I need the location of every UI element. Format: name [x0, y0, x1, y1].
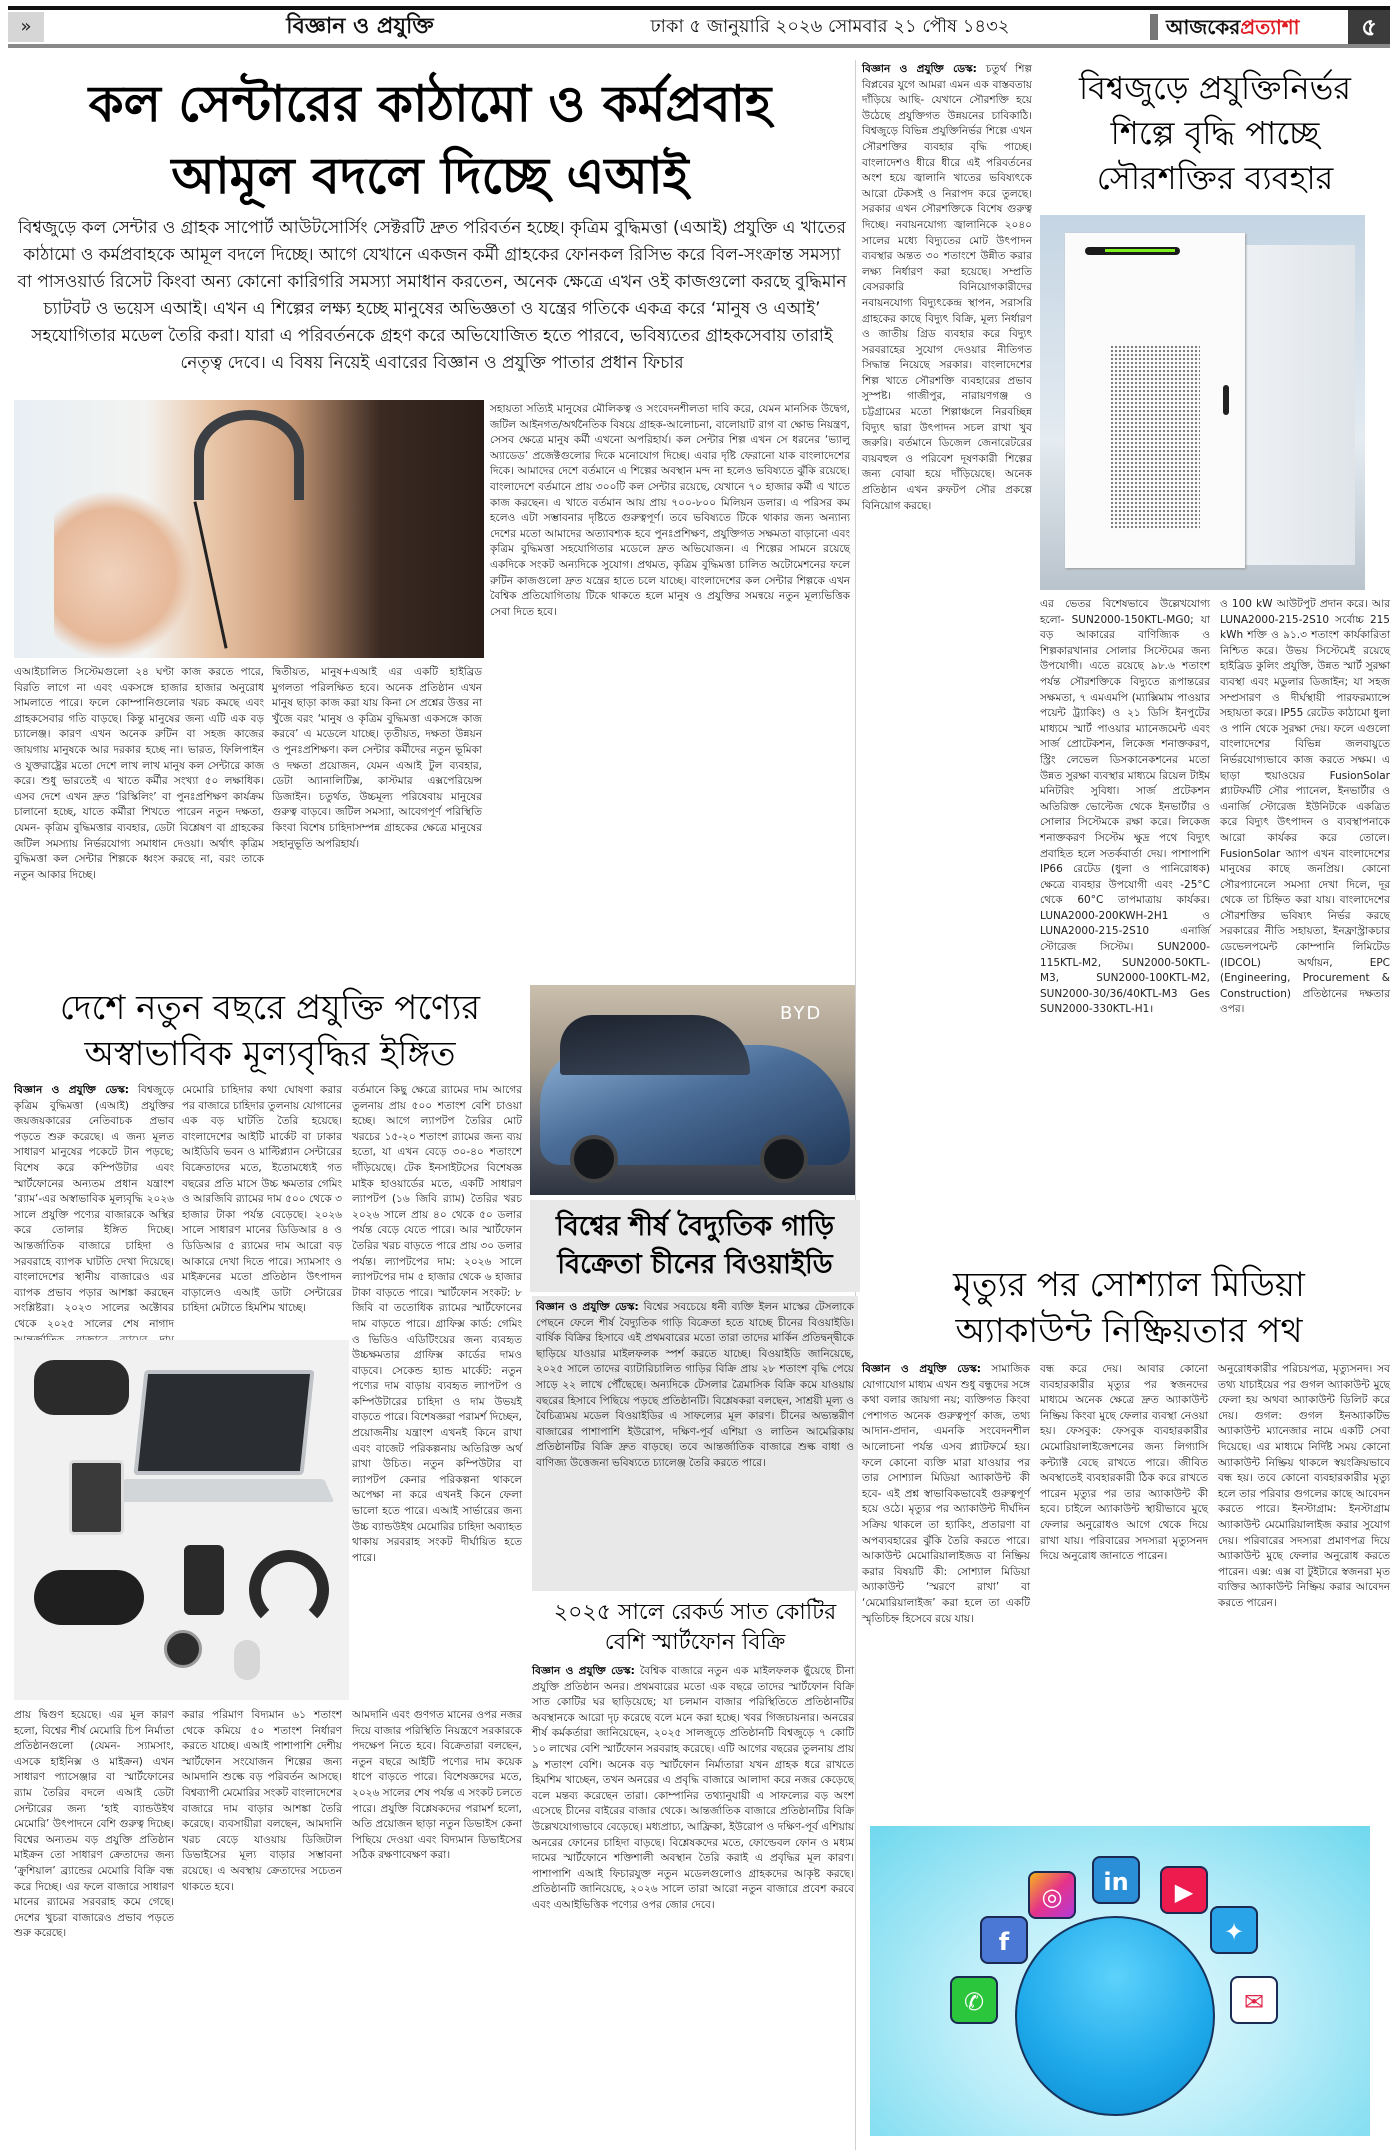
headset-icon	[194, 410, 304, 500]
phone-headline-line1: ২০২৫ সালে রেকর্ড সাত কোটির	[553, 1600, 837, 1625]
social-article-col1	[862, 1362, 1030, 1817]
linkedin-icon: in	[1092, 1856, 1140, 1904]
social-article-col2: বন্ধ করে দেয়। আবার কোনো ব্যবহারকারীর মৃত্যুর পর স্বজনদের মাধ্যমে অনেক ক্ষেত্রে দ্রুত অ্যাকাউন্ট নিষ্ক্রিয় কিংবা মুছে ফেলার ব্যবস্থা নেওয়া হয়। ফেসবুক: ফেসবুক ব্যবহারকারীর মেমোরিয়ালাইজেশনের জন্য লিগ্যাসি কন্ট্যাক্ট বেছে রাখতে পারে। জীবিত অবস্থাতেই ব্যবহারকারী ঠিক করে রাখতে পারেন মৃত্যুর পর তার অ্যাকাউন্ট কী হবে। চাইলে অ্যাকাউন্ট স্থায়ীভাবে মুছে ফেলার অনুরোধও আগে থেকে দিয়ে রাখা যায়। পরিবারের সদস্যরা মৃত্যুসনদ দিয়ে অনুরোধ জানাতে পারেন।	[1040, 1363, 1208, 1563]
social-article-col3: অনুরোধকারীর পরিচয়পত্র, মৃত্যুসনদ। সব তথ্য যাচাইয়ের পর গুগল অ্যাকাউন্ট মুছে ফেলা হয় অথবা অ্যাকাউন্ট ডিলিট করে দেয়। গুগল: গুগল ইনঅ্যাকটিভ অ্যাকাউন্ট ম্যানেজার নামে একটি সেবা দিয়েছে। এর মাধ্যমে নির্দিষ্ট সময় কোনো অ্যাকাউন্ট নিষ্ক্রিয় থাকলে স্বয়ংক্রিয়ভাবে বন্ধ হয়। তবে কোনো ব্যবহারকারীর মৃত্যু হলে তার পরিবার গুগলের কাছে আবেদন করতে পারে। ইনস্টাগ্রাম: ইনস্টাগ্রাম অ্যাকাউন্ট মেমোরিয়ালাইজ করার সুযোগ দেয়। পরিবারের সদস্যরা প্রমাণপত্র দিয়ে অ্যাকাউন্ট মুছে ফেলার অনুরোধ করতে পারেন। এক্স: এক্স বা টুইটারে স্বজনরা মৃত ব্যক্তির অ্যাকাউন্ট নিষ্ক্রিয় করার আবেদন করতে পারেন।	[1218, 1363, 1390, 1609]
ram-article-col6: করার পরিমাণ বিদ্যমান ৬১ শতাংশ থেকে কমিয়ে ৫০ শতাংশ নির্ধারণ করতে যাচ্ছে। এআই পাশাপাশি দেশীয় স্মার্টফোন সংযোজন শিল্পের জন্য আমদানি শুল্কে বড় পরিবর্তন আসছে। বিশ্বব্যাপী মেমোরির সংকট বাংলাদেশের বাজারে দাম বাড়ার আশঙ্কা তৈরি করেছে। ব্যবসায়ীরা বলছেন, আমদানি খরচ বেড়ে যাওয়ায় ডিজিটাল ডিভাইসের মূল্য বাড়ার সম্ভাবনা রয়েছে। এ অবস্থায় ক্রেতাদের সচেতন থাকতে হবে।	[182, 1709, 342, 1893]
social-headline	[860, 1262, 1398, 1354]
issue-date: ঢাকা ৫ জানুয়ারি ২০২৬ সোমবার ২১ পৌষ ১৪৩২	[650, 16, 1010, 37]
column-divider	[855, 60, 856, 2150]
door-handle	[1223, 385, 1229, 415]
phone-headline-line2: বেশি স্মার্টফোন বিক্রি	[604, 1630, 786, 1655]
call-center-photo	[14, 400, 484, 658]
laptop-keyboard	[114, 1479, 335, 1502]
hand-shape	[54, 490, 194, 660]
ram-col3-text: বর্তমানে কিছু ক্ষেত্রে র‍্যামের দাম আগের তুলনায় প্রায় ৫০০ শতাংশ বেশি চাওয়া হচ্ছে। আগে ল্যাপটপ তৈরির মোট খরচের ১৫-২০ শতাংশ র‍্যামের জন্য ব্যয় হতো, যা এখন বেড়ে ৩০-৪০ শতাংশে দাঁড়িয়েছে। টেক ইনসাইটসের বিশেষজ্ঞ মাইক হাওয়ার্ডের মতে, একটি সাধারণ ল্যাপটপ (১৬ জিবি র‍্যাম) তৈরির খরচ ২০২৬ সালে প্রায় ৪০ থেকে ৫০ ডলার পর্যন্ত বেড়ে যেতে পারে। আর স্মার্টফোন তৈরির খরচ বাড়তে পারে প্রায় ৩০ ডলার পর্যন্ত। ল্যাপটপের দাম: ২০২৬ সালে ল্যাপটপের দাম ৫ হাজার থেকে ৬ হাজার টাকা বাড়তে পারে। স্মার্টফোন সংকট: ৮ জিবি বা ততোধিক র‍্যামের স্মার্টফোনের দাম বাড়তে পারে।	[352, 1084, 522, 1330]
ev-headline	[530, 1200, 860, 1292]
ram-article-col2: মেমোরি চাহিদার কথা ঘোষণা করার পর বাজারে চাহিদার তুলনায় যোগানের এক বড় ঘাটতি তৈরি হয়েছে। বাংলাদেশের আইটি মার্কেট বা ঢাকার আইডিবি ভবন ও মাল্টিপ্ল্যান সেন্টারের বিক্রেতাদের মতে, ইতোমধ্যেই গত বছরের প্রতি মাসে উচ্চ ক্ষমতার গেমিং ও আরজিবি র‍্যামের দাম ৫০০ থেকে ৩ হাজার টাকা পর্যন্ত বেড়েছে। ২০২৬ সালে সাধারণ মানের ডিডিআর ৪ ও ডিডিআর ৫ র‍্যামের দাম আরো বড় আকারে দেখা দিতে পারে। স্যামসাং ও মাইক্রনের মতো প্রতিষ্ঠান উৎপাদন বাড়ালেও এআই ডাটা সেন্টারের চাহিদা মেটাতে হিমশিম খাচ্ছে।	[182, 1084, 342, 1315]
solar-col1-text: চতুর্থ শিল্প বিপ্লবের যুগে আমরা এমন এক বাস্তবতায় দাঁড়িয়ে আছি- যেখানে সৌরশক্তি হয়ে উঠেছে প্রযুক্তিগত উন্নয়নের চাবিকাঠি। বিশ্বজুড়ে বিভিন্ন প্রযুক্তিনির্ভর শিল্পে এখন সৌরশক্তির ব্যবহার বৃদ্ধি পাচ্ছে। বাংলাদেশও ধীরে ধীরে এই পরিবর্তনের অংশ হয়ে জ্বালানি খাতের ভবিষ্যৎকে আরো টেকসই ও নিরাপদ করে তুলছে। সরকার এখন সৌরশক্তিকে বিশেষ গুরুত্ব দিচ্ছে। নবায়নযোগ্য জ্বালানিকে ২০৪০ সালের মধ্যে বিদ্যুতের মোট উৎপাদন ব্যবস্থার অন্তত ৩০ শতাংশে উন্নীত করার লক্ষ্য নির্ধারণ করা হয়েছে। সম্প্রতি বেসরকারি বিনিয়োগকারীদের নবায়নযোগ্য বিদ্যুৎকেন্দ্র স্থাপন, সরাসরি গ্রাহকের কাছে বিদ্যুৎ বিক্রি, মূল্য নির্ধারণ ও জাতীয় গ্রিড ব্যবহার করে বিদ্যুৎ সরবরাহের সুযোগ দেওয়ার নীতিগত সিদ্ধান্ত নিয়েছে সরকার। বাংলাদেশের শিল্প খাতে সৌরশক্তি ব্যবহারের প্রভাব সুস্পষ্ট। গাজীপুর, নারায়ণগঞ্জ ও চট্টগ্রামের মতো শিল্পাঞ্চলে নিরবচ্ছিন্ন বিদ্যুৎ দ্বারা উৎপাদন সচল রাখা খুব জরুরি। বর্তমানে ডিজেল জেনারেটরের ব্যয়বহুল ও পরিবেশ দূষণকারী শিল্পের জন্য বোঝা হয়ে দাঁড়িয়েছে। অনেক প্রতিষ্ঠান এখন রুফটপ সৌর প্রকল্পে বিনিয়োগ করছে।	[862, 63, 1033, 512]
main-lead: বিশ্বজুড়ে কল সেন্টার ও গ্রাহক সাপোর্ট আউটসোর্সিং সেক্টরটি দ্রুত পরিবর্তন হচ্ছে। কৃত্রিম বুদ্ধিমত্তা (এআই) প্রযুক্তি এ খাতের কাঠামো ও কর্মপ্রবাহকে আমূল বদলে দিচ্ছে। আগে যেখানে একজন কর্মী গ্রাহকের ফোনকল রিসিভ করে বিল-সংক্রান্ত সমস্যা বা পাসওয়ার্ড রিসেট কিংবা অন্য কোনো কারিগরি সমস্যা সমাধান করতেন, অনেক ক্ষেত্রে এখন ওই কাজগুলো করছে বুদ্ধিমান চ্যাটবট ও ভয়েস এআই। এখন এ শিল্পের লক্ষ্য হচ্ছে মানুষের অভিজ্ঞতা ও যন্ত্রের গতিকে একত্র করে ‘মানুষ ও এআই’ সহযোগিতার মডেল তৈরি করা। যারা এ পরিবর্তনকে গ্রহণ করে অভিযোজিত হতে পারবে, ভবিষ্যতের গ্রাহকসেবায় তারাই নেতৃত্ব দেবে। এ বিষয় নিয়েই এবারের বিজ্ঞান ও প্রযুক্তি পাতার প্রধান ফিচার	[17, 218, 847, 373]
ev-headline-line2: বিক্রেতা চীনের বিওয়াইডি	[557, 1249, 833, 1280]
ram-article-col3	[352, 1083, 522, 1703]
headphones-icon	[249, 1550, 329, 1630]
social-byline: বিজ্ঞান ও প্রযুক্তি ডেস্ক:	[862, 1363, 981, 1375]
ram-headline-line1: দেশে নতুন বছরে প্রযুক্তি পণ্যের	[59, 988, 481, 1028]
page-arrow-icon: »	[8, 12, 44, 42]
newspaper-logo	[1166, 12, 1326, 42]
phone-headline	[530, 1598, 860, 1658]
social-media-illustration	[870, 1826, 1370, 2136]
header-separator	[1150, 14, 1158, 40]
devices-photo	[14, 1340, 349, 1700]
ram-col4-text: গ্রাফিক্স কার্ড: গেমিং ও ভিডিও এডিটিংয়ের জন্য ব্যবহৃত উচ্চক্ষমতার গ্রাফিক্স কার্ডের দামও বাড়বে। সেকেন্ড হ্যান্ড মার্কেট: নতুন পণ্যের দাম বাড়ায় ব্যবহৃত ল্যাপটপ ও কম্পিউটারের চাহিদা ও দাম উভয়ই বাড়তে পারে। বিশেষজ্ঞরা পরামর্শ দিচ্ছেন, প্রয়োজনীয় যন্ত্রাংশ এখনই কিনে রাখা এবং বাজেট পরিকল্পনায় অতিরিক্ত অর্থ রাখা উচিত। নতুন কম্পিউটার বা ল্যাপটপ কেনার পরিকল্পনা থাকলে অপেক্ষা না করে এখনই কিনে ফেলা ভালো হতে পারে। এআই সার্ভারের জন্য উচ্চ ব্যান্ডউইথ মেমোরির চাহিদা অব্যাহত থাকায় সরবরাহ সংকট দীর্ঘায়িত হতে পারে।	[352, 1317, 522, 1564]
car-wheel-front	[570, 1135, 618, 1183]
byd-car-photo	[530, 985, 855, 1195]
social-headline-line1: মৃত্যুর পর সোশ্যাল মিডিয়া	[953, 1265, 1305, 1305]
social-col1-text: সামাজিক যোগাযোগ মাধ্যম এখন শুধু বন্ধুদের সঙ্গে কথা বলার জায়গা নয়; ব্যক্তিগত কিংবা পেশাগত অনেক গুরুত্বপূর্ণ কাজ, তথ্য আদান-প্রদান, এমনকি সংবেদনশীল আলোচনা পর্যন্ত এসব প্ল্যাটফর্মে হয়। ফলে কোনো ব্যক্তি মারা যাওয়ার পর তার সোশ্যাল মিডিয়া অ্যাকাউন্ট কী হবে- এই প্রশ্ন স্বাভাবিকভাবেই গুরুত্বপূর্ণ হয়ে ওঠে। মৃত্যুর পর অ্যাকাউন্ট দীর্ঘদিন সক্রিয় থাকলে তা হ্যাকিং, প্রতারণা বা অপব্যবহারের ঝুঁকি তৈরি করতে পারে। আকাউন্ট মেমোরিয়ালাইজড বা নিষ্ক্রিয় করার বিষয়টি কী: সোশ্যাল মিডিয়া অ্যাকাউন্ট ‘স্মরণে রাখা’ বা ‘মেমোরিয়ালাইজ’ করা হলে তা একটি স্মৃতিচিহ্ন হিসেবে রয়ে যায়।	[862, 1363, 1030, 1625]
tablet-icon	[69, 1460, 124, 1535]
solar-article-col2: এর ভেতর বিশেষভাবে উল্লেখযোগ্য হলো- SUN2000-150KTL-MG0; যা বড় আকারের বাণিজ্যিক ও শিল্পকারখানার সোলার সিস্টেমের জন্য উপযোগী। এতে রয়েছে ৯৮.৬ শতাংশ পর্যন্ত সৌরশক্তিকে বিদ্যুতে রূপান্তরের সক্ষমতা, ৭ এমএমপি (ম্যাক্সিমাম পাওয়ার পয়েন্ট ট্র্যাকিং) ও ২১ ডিসি ইনপুটের মাধ্যমে স্মার্ট পাওয়ার ম্যানেজমেন্ট এবং সার্জ প্রোটেকশন, লিকেজ শনাক্তকরণ, স্ট্রিং লেভেল ডিসকানেকশনের মতো উন্নত সুরক্ষা ব্যবস্থার মাধ্যমে রিয়েল টাইম মনিটরিং সুবিধা। সার্জ প্রটেকশন অতিরিক্ত ভোল্টেজ থেকে ইনভার্টার ও সোলার সিস্টেমকে রক্ষা করে। লিকেজ শনাক্তকরণ সিস্টেম ক্ষুদ্র পথে বিদ্যুৎ প্রবাহিত হলে সতর্কবার্তা দেয়। পাশাপাশি IP66 রেটেড (ধুলা ও পানিরোধক) ক্ষেত্রে ব্যবহার উপযোগী এবং -25°C থেকে 60°C তাপমাত্রায় কার্যকর। LUNA2000-200KWH-2H1 ও LUNA2000-215-2S10 এনার্জি স্টোরেজ সিস্টেম। SUN2000-115KTL-M2, SUN2000-50KTL-M3, SUN2000-100KTL-M2, SUN2000-30/36/40KTL-M3 Ges SUN2000-330KTL-H1।	[1040, 598, 1210, 1016]
section-title: বিজ্ঞান ও প্রযুক্তি	[286, 14, 434, 39]
ev-article-body	[532, 1296, 858, 1591]
solar-inverter-photo	[1040, 215, 1365, 590]
status-led-bar	[1085, 247, 1180, 255]
main-article-col2: দ্বিতীয়ত, মানুষ+এআই এর একটি হাইব্রিড মুগলতা পরিলক্ষিত হবে। অনেক প্রতিষ্ঠান এখন মানুষ ছাড়া কাজ করা যায় কিনা সে প্রশ্নের উত্তর না খুঁজে বরং ‘মানুষ ও কৃত্রিম বুদ্ধিমত্তা একসঙ্গে কাজ করবে’ এ মডেলে যাচ্ছে। তৃতীয়ত, দক্ষতা উন্নয়ন ও পুনঃপ্রশিক্ষণ। কল সেন্টার কর্মীদের নতুন ভূমিকা ও দক্ষতা প্রয়োজন, যেমন এআই টুল ব্যবহার, ডেটা অ্যানালিটিক্স, কাস্টমার এক্সপেরিয়েন্স ডিজাইন। চতুর্থত, উচ্চমূল্য পরিষেবায় মানুষের গুরুত্ব বাড়বে। জটিল সমস্যা, আবেগপূর্ণ পরিস্থিতি কিংবা বিশেষ চাহিদাসম্পন্ন গ্রাহকের ক্ষেত্রে মানুষের সহানুভূতি অপরিহার্য।	[272, 666, 482, 850]
main-headline	[10, 68, 850, 212]
phone-body-text: বৈশ্বিক বাজারে নতুন এক মাইলফলক ছুঁয়েছে চীনা প্রযুক্তি প্রতিষ্ঠান অনর। প্রথমবারের মতো এক বছরে তাদের স্মার্টফোন বিক্রি সাত কোটির ঘর ছাড়িয়েছে; যা চলমান বাজার পরিস্থিতিতে প্রতিষ্ঠানটির অবস্থানকে আরো দৃঢ় করেছে বলে মনে করা হচ্ছে। খবর গিজচায়নার। অনরের শীর্ষ কর্মকর্তারা জানিয়েছেন, ২০২৫ সালজুড়ে প্রতিষ্ঠানটি বিশ্বজুড়ে ৭ কোটি ১০ লাখের বেশি স্মার্টফোন সরবরাহ করেছে। এটি আগের বছরের তুলনায় প্রায় ৯ শতাংশ বেশি। অনেক বড় স্মার্টফোন নির্মাতারা যখন গ্রাহক ধরে রাখতে হিমশিম খাচ্ছেন, তখন অনরের এ প্রবৃদ্ধি বাজারে আলাদা করে নজর কেড়েছে বলে মন্তব্য করেছেন তারা। কোম্পানির তথ্যানুযায়ী এ সাফল্যের বড় অংশ এসেছে চীনের বাইরের বাজার থেকে। আন্তর্জাতিক বাজারে প্রতিষ্ঠানটির বিক্রি উল্লেখযোগ্যভাবে বেড়েছে। মধ্যপ্রাচ্য, আফ্রিকা, ইউরোপ ও দক্ষিণ-পূর্ব এশিয়ায় অনরের ফোনের চাহিদা বাড়ছে। বিশ্লেষকদের মতে, ফোল্ডেবল ফোন ও মধ্যম দামের স্মার্টফোনে শক্তিশালী অবস্থান তৈরি করাই এ প্রবৃদ্ধির মূল কারণ। পাশাপাশি এআই ফিচারযুক্ত নতুন মডেলগুলোও গ্রাহকদের আকৃষ্ট করছে। প্রতিষ্ঠানটি জানিয়েছে, ২০২৬ সালে তারা আরো নতুন বাজারে প্রবেশ করবে এবং এআইভিত্তিক পণ্যের ওপর জোর দেবে।	[532, 1665, 854, 1911]
ram-headline	[10, 985, 530, 1077]
smartwatch-icon	[164, 1630, 202, 1668]
mouse-icon	[234, 1640, 260, 1680]
twitter-icon: ✦	[1210, 1906, 1258, 1954]
mail-icon: ✉	[1230, 1976, 1278, 2024]
facebook-icon: f	[980, 1916, 1028, 1964]
solar-headline-line3: সৌরশক্তির ব্যবহার	[1096, 159, 1334, 197]
ram-byline: বিজ্ঞান ও প্রযুক্তি ডেস্ক:	[14, 1084, 129, 1096]
cabinet-side	[1245, 245, 1355, 565]
gamepad-icon	[34, 1570, 144, 1625]
ram-col1-text: বিশ্বজুড়ে কৃত্রিম বুদ্ধিমত্তা (এআই) প্রযুক্তির জয়জয়কারের নেতিবাচক প্রভাব পড়তে শুরু করেছে। এ জন্য মূলত সাধারণ মানুষের পকেটে টান পড়ছে; বিশেষ করে কম্পিউটার এবং স্মার্টফোনের অন্যতম প্রধান যন্ত্রাংশ ‘র‍্যাম’-এর অস্বাভাবিক মূল্যবৃদ্ধি ২০২৬ সালে প্রযুক্তি পণ্যের বাজারকে অস্থির করে তোলার ইঙ্গিত দিচ্ছে। আন্তর্জাতিক বাজারে চাহিদা ও সরবরাহে ব্যাপক ঘাটতি দেখা দিয়েছে। বাংলাদেশের স্থানীয় বাজারেও এর ব্যাপক প্রভাব পড়ার আশঙ্কা করছেন সংশ্লিষ্টরা। ২০২৩ সালের অক্টোবর থেকে ২০২৫ সালের শেষ নাগাদ	[14, 1084, 174, 1330]
ram-headline-line2: অস্বাভাবিক মূল্যবৃদ্ধির ইঙ্গিত	[84, 1034, 456, 1074]
solar-headline	[1035, 66, 1395, 201]
whatsapp-icon: ✆	[950, 1976, 998, 2024]
globe-shape	[1015, 1916, 1215, 2116]
headset-cable	[193, 501, 227, 648]
phone-byline: বিজ্ঞান ও প্রযুক্তি ডেস্ক:	[532, 1665, 635, 1677]
solar-byline: বিজ্ঞান ও প্রযুক্তি ডেস্ক:	[862, 63, 977, 75]
car-wheel-rear	[760, 1135, 808, 1183]
main-article-col3: সহায়তা সত্যিই মানুষের মৌলিকত্ব ও সংবেদনশীলতা দাবি করে, যেমন মানসিক উদ্বেগ, জটিল আইনগত/অর্থনৈতিক বিষয়ে গ্রাহক-আলোচনা, বালোয়াট রাগ বা ক্ষোভ নিয়ন্ত্রণ, সেসব ক্ষেত্রে মানুষ কর্মী এখনো অপরিহার্য। কল সেন্টার শিল্প এখন সে ধরনের ‘ভ্যালু অ্যাডেড’ প্রজেক্টগুলোর দিকে মনোযোগ দিচ্ছে। এবার দৃষ্টি ফেরানো যাক বাংলাদেশের দিকে। আমাদের দেশে বর্তমানে এ শিল্পের অবস্থান মন্দ না হলেও ভবিষ্যতে ঝুঁকি রয়েছে। বাংলাদেশে বর্তমানে প্রায় ৩০০টি কল সেন্টার রয়েছে, যেখানে ৭০ হাজার কর্মী এ খাতে কাজ করছেন। এ খাতে বর্তমান আয় প্রায় ৭০০-৮০০ মিলিয়ন ডলার। এ পরিসর কম হলেও এটা সম্ভাবনার দৃষ্টিতে গুরুত্বপূর্ণ। তবে ভবিষ্যতে টিকে থাকার জন্য অন্যান্য দেশের মতো আমাদের অত্যাবশ্যক হবে পুনঃপ্রশিক্ষণ, প্রযুক্তিগত সক্ষমতা বাড়ানো এবং কৃত্রিম বুদ্ধিমত্তা সহযোগিতার মডেলে দ্রুত অভিযোজন। এ শিল্পের সামনে রয়েছে একদিকে সংকট অন্যদিকে সুযোগ। প্রথমত, কৃত্রিম বুদ্ধিমত্তা চালিত অটোমেশনের ফলে রুটিন কাজগুলো দ্রুত যন্ত্রের হাতে চলে যাচ্ছে। বাংলাদেশের কল সেন্টার শিল্পকে এখন বৈশ্বিক প্রতিযোগিতায় টিকে থাকতে হলে মানুষ ও প্রযুক্তির সমন্বয়ে নতুন মূল্যভিত্তিক সেবা দিতে হবে।	[490, 403, 850, 618]
ram-article-col5: প্রায় দ্বিগুণ হয়েছে। এর মূল কারণ হলো, বিশ্বের শীর্ষ মেমোরি চিপ নির্মাতা প্রতিষ্ঠানগুলো (যেমন- স্যামসাং, এসকে হাইনিক্স ও মাইক্রন) এখন সাধারণ প্যাসেঞ্জার বা স্মার্টফোনের র‍্যাম তৈরির বদলে এআই ডেটা সেন্টারের জন্য ‘হাই ব্যান্ডউইথ মেমোরি’ উৎপাদনে বেশি গুরুত্ব দিচ্ছে। বিশ্বের অন্যতম বড় প্রযুক্তি প্রতিষ্ঠান মাইক্রন তো সাধারণ ক্রেতাদের জন্য ‘ক্রুশিয়াল’ ব্র্যান্ডের মেমোরি বিক্রি বন্ধ করে দিচ্ছে। এর ফলে বাজারে সাধারণ মানের র‍্যামের সরবরাহ কমে গেছে। দেশের খুচরা বাজারেও প্রভাব পড়তে শুরু করেছে।	[14, 1709, 174, 1940]
ram-article-col1	[14, 1083, 174, 1333]
solar-article-col3: ও 100 kW আউটপুট প্রদান করে। আর LUNA2000-215-2S10 সর্বোচ্চ 215 kWh শক্তি ও ৯১.৩ শতাংশ কার্যকারিতা নিশ্চিত করে। উভয় সিস্টেমেই রয়েছে হাইব্রিড কুলিং প্রযুক্তি, উন্নত স্মার্ট সুরক্ষা ব্যবস্থা এবং মডুলার ডিজাইন; যা সহজ সম্প্রসারণ ও দীর্ঘস্থায়ী পারফরম্যান্সে সহায়তা করে। IP55 রেটেড কাঠামো ধুলা ও পানি থেকে সুরক্ষা দেয়। ফলে এগুলো বাংলাদেশের বিভিন্ন জলবায়ুতে নির্ভরযোগ্যভাবে কাজ করতে সক্ষম। এ ছাড়া হুয়াওয়ের FusionSolar প্ল্যাটফর্মটি সৌর প্যানেল, ইনভার্টার ও এনার্জি স্টোরেজ ইউনিটকে একত্রিত করে বিদ্যুৎ উৎপাদন ও ব্যবস্থাপনাকে আরো কার্যকর করে তোলে। FusionSolar অ্যাপ এখন বাংলাদেশের মানুষের কাছে জনপ্রিয়। কোনো সৌরপ্যানেলে সমস্যা দেখা দিলে, দূর থেকে তা চিহ্নিত করা যায়। বাংলাদেশের সৌরশক্তির ভবিষ্যৎ নির্ভর করছে সরকারের নীতি সহায়তা, ইনফ্রাস্ট্রাকচার ডেভেলপমেন্ট কোম্পানি লিমিটেড (IDCOL) অর্থায়ন, EPC (Engineering, Procurement & Construction) প্রতিষ্ঠানের দক্ষতার ওপর।	[1220, 598, 1390, 1016]
social-headline-line2: অ্যাকাউন্ট নিষ্ক্রিয়তার পথ	[955, 1311, 1303, 1351]
logo-text-part1: আজকের	[1166, 15, 1241, 39]
solar-headline-line1: বিশ্বজুড়ে প্রযুক্তিনির্ভর	[1079, 69, 1351, 107]
byd-logo: BYD	[780, 1003, 823, 1024]
main-article-col1: এআইচালিত সিস্টেমগুলো ২৪ ঘণ্টা কাজ করতে পারে, বিরতি লাগে না এবং একসঙ্গে হাজার হাজার অনুরোধ সামলাতে পারে। ফলে কোম্পানিগুলোর খরচ কমছে এবং গ্রাহকসেবার গতি বাড়ছে। কিন্তু মানুষের জন্য এটি এক বড় চ্যালেঞ্জ। কারণ এখন অনেক রুটিন বা সহজ কাজের জায়গায় মানুষকে আর দরকার হচ্ছে না। ভারত, ফিলিপাইন ও যুক্তরাষ্ট্রের মতো দেশে লাখ লাখ মানুষ কল সেন্টারে কাজ করে। শুধু ভারতেই এ খাতে কর্মীর সংখ্যা ৫০ লক্ষাধিক। এসব দেশে এখন দ্রুত ‘রিস্কিলিং’ বা পুনঃপ্রশিক্ষণ কার্যক্রম চালানো হচ্ছে, যাতে কর্মীরা শিখতে পারেন নতুন দক্ষতা, যেমন- কৃত্রিম বুদ্ধিমত্তার ব্যবহার, ডেটা বিশ্লেষণ বা গ্রাহকের জটিল সমস্যায় নির্ভরযোগ্য সমাধান দেওয়া। অর্থাৎ কৃত্রিম বুদ্ধিমত্তা কল সেন্টার শিল্পকে ধ্বংস করছে না, বরং তাকে নতুন আকার দিচ্ছে।	[14, 666, 264, 881]
smartphone-icon	[184, 1545, 224, 1615]
header-top-rule	[8, 6, 1390, 10]
ev-body-text: বিশ্বের সবচেয়ে ধনী ব্যক্তি ইলন মাস্কের টেসলাকে পেছনে ফেলে শীর্ষ বৈদ্যুতিক গাড়ি বিক্রেতা হতে যাচ্ছে চীনের বিওয়াইডি। বার্ষিক বিক্রির হিসাবে এই প্রথমবারের মতো তারা তাদের মার্কিন প্রতিদ্বন্দ্বীকে ছাড়িয়ে যাওয়ার মাইলফলক স্পর্শ করতে যাচ্ছে। বিওয়াইডি জানিয়েছে, ২০২৫ সালে তাদের ব্যাটারিচালিত গাড়ির বিক্রি প্রায় ২৮ শতাংশ বৃদ্ধি পেয়ে সাড়ে ২২ লাখে পৌঁছেছে। অন্যদিকে টেসলার ত্রৈমাসিক বিক্রি কমে যাওয়ায় বছরের হিসাবে পিছিয়ে পড়ছে প্রতিষ্ঠানটি। বিশ্লেষকরা বলছেন, সাশ্রয়ী মূল্য ও বৈচিত্র্যময় মডেল বিওয়াইডির এ সাফল্যের মূল কারণ। চীনের অভ্যন্তরীণ বাজারের পাশাপাশি ইউরোপ, দক্ষিণ-পূর্ব এশিয়া ও লাতিন আমেরিকায় প্রতিষ্ঠানটির বিক্রি দ্রুত বাড়ছে। তবে আন্তর্জাতিক বাজারে শুল্ক বাধা ও বাণিজ্য উত্তেজনা ভবিষ্যতে চ্যালেঞ্জ তৈরি করতে পারে।	[536, 1301, 854, 1469]
vr-headset-icon	[34, 1360, 129, 1415]
phone-article-body	[532, 1664, 854, 2149]
logo-text-part2: প্রত্যাশা	[1240, 15, 1300, 39]
ev-headline-line1: বিশ্বের শীর্ষ বৈদ্যুতিক গাড়ি	[555, 1211, 834, 1242]
ev-byline: বিজ্ঞান ও প্রযুক্তি ডেস্ক:	[536, 1301, 639, 1313]
youtube-icon: ▶	[1160, 1866, 1208, 1914]
laptop-icon	[133, 1370, 314, 1475]
ram-article-col7: আমদানি এবং গুণগত মানের ওপর নজর দিয়ে বাজার পরিস্থিতি নিয়ন্ত্রণে সরকারকে পদক্ষেপ নিতে হবে। বিক্রেতারা বলছেন, নতুন বছরে আইটি পণ্যের দাম কয়েক ধাপে বাড়তে পারে। বিশেষজ্ঞদের মতে, ২০২৬ সালের শেষ পর্যন্ত এ সংকট চলতে পারে। প্রযুক্তি বিশ্লেষকদের পরামর্শ হলো, অতি প্রয়োজন ছাড়া নতুন ডিভাইস কেনা পিছিয়ে দেওয়া এবং বিদ্যমান ডিভাইসের সঠিক রক্ষণাবেক্ষণ করা।	[352, 1709, 522, 1862]
solar-headline-line2: শিল্পে বৃদ্ধি পাচ্ছে	[1110, 114, 1320, 152]
main-headline-line2: আমূল বদলে দিচ্ছে এআই	[171, 147, 689, 205]
solar-article-col1	[862, 62, 1032, 977]
header-bottom-rule	[8, 44, 1390, 48]
main-headline-line1: কল সেন্টারের কাঠামো ও কর্মপ্রবাহ	[88, 75, 772, 133]
vent-grille	[1110, 345, 1200, 530]
instagram-icon: ◎	[1028, 1871, 1076, 1919]
page-number: ৫	[1348, 10, 1390, 44]
car-windshield	[560, 1015, 750, 1075]
